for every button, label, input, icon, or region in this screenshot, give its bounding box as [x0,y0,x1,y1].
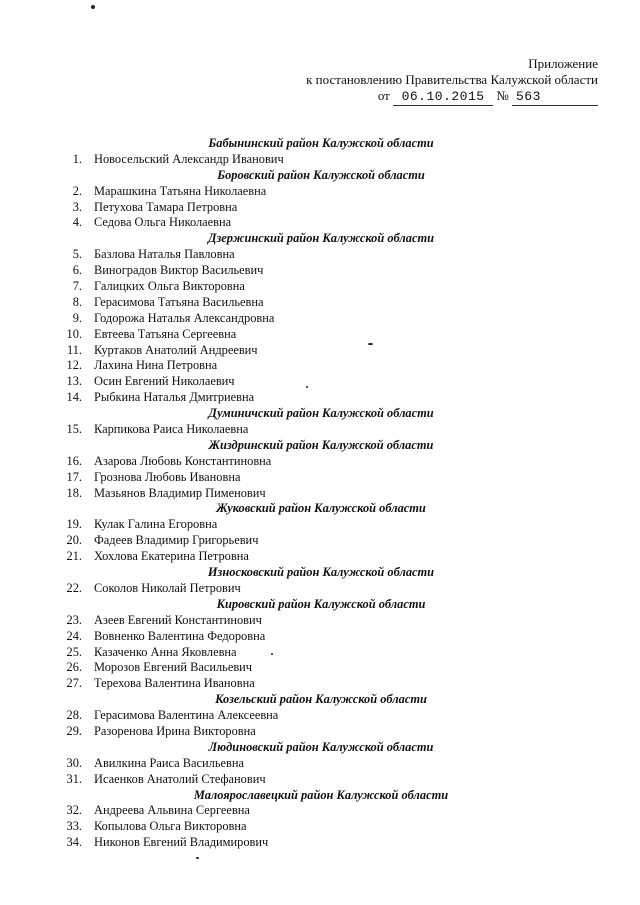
item-number: 2. [72,183,82,198]
person-name: Исаенков Анатолий Стефанович [94,771,266,786]
list-item [46,708,566,724]
list-item [46,470,566,486]
list-item [46,724,566,740]
item-number: 33. [66,819,82,834]
item-number: 19. [66,517,82,532]
person-name: Лахина Нина Петровна [94,358,218,373]
item-number: 3. [72,199,82,214]
list-item [46,311,566,327]
item-number: 23. [66,612,82,627]
list-item [46,676,566,692]
district-heading: Боровский район Калужской области [217,167,425,182]
item-number: 9. [72,310,82,325]
item-number: 14. [66,390,82,405]
person-name: Азарова Любовь Константиновна [94,453,272,468]
list-item [46,835,566,851]
person-name: Рыбкина Наталья Дмитриевна [94,390,255,405]
district-heading: Жуковский район Калужской области [216,501,426,516]
list-item [46,263,566,279]
person-name: Разоренова Ирина Викторовна [94,723,256,738]
list-item [46,200,566,216]
list-item [46,517,566,533]
list-item [46,613,566,629]
list-item [46,772,566,788]
list-item [46,756,566,772]
list-item [46,533,566,549]
item-number: 10. [66,326,82,341]
list-item [46,803,566,819]
list-item [46,152,566,168]
list-item [46,358,566,374]
item-number: 28. [66,708,82,723]
district-heading: Жиздринский район Калужской области [208,437,434,452]
person-name: Осин Евгений Николаевич [94,374,235,389]
district-heading: Козельский район Калужской области [215,692,427,707]
district-heading: Бабынинский район Калужской области [208,136,434,150]
item-number: 26. [66,660,82,675]
person-name: Виноградов Виктор Васильевич [94,263,264,278]
person-name: Вовненко Валентина Федоровна [94,628,266,643]
person-list [46,136,566,851]
list-item [46,581,566,597]
list-item [46,343,566,359]
district-heading: Малоярославецкий район Калужской области [193,787,449,802]
list-item [46,486,566,502]
item-number: 20. [66,533,82,548]
item-number: 27. [66,676,82,691]
person-name: Азеев Евгений Константинович [94,612,262,627]
number-prefix: № [496,88,509,103]
date-prefix: от [377,88,390,103]
item-number: 8. [72,294,82,309]
list-item [46,279,566,295]
district-heading: Кировский район Калужской области [216,596,426,611]
item-number: 17. [66,469,82,484]
person-name: Казаченко Анна Яковлевна [94,644,237,659]
item-number: 12. [66,358,82,373]
item-number: 21. [66,549,82,564]
item-number: 32. [66,803,82,818]
list-item [46,819,566,835]
person-name: Куртаков Анатолий Андреевич [94,342,258,357]
person-name: Карпикова Раиса Николаевна [94,422,249,437]
list-item [46,215,566,231]
person-name: Евтеева Татьяна Сергеевна [94,326,237,341]
item-number: 6. [72,263,82,278]
scan-speck [196,857,199,859]
person-name: Кулак Галина Егоровна [94,517,218,532]
person-name: Морозов Евгений Васильевич [94,660,253,675]
person-name: Марашкина Татьяна Николаевна [94,183,267,198]
item-number: 30. [66,755,82,770]
district-heading: Людиновский район Калужской области [208,739,434,754]
person-name: Седова Ольга Николаевна [94,215,232,230]
person-name: Терехова Валентина Ивановна [94,676,255,691]
item-number: 22. [66,580,82,595]
person-name: Авилкина Раиса Васильевна [94,755,244,770]
person-name: Фадеев Владимир Григорьевич [94,533,259,548]
list-item [46,422,566,438]
scan-speck [91,5,95,9]
item-number: 1. [72,151,82,166]
item-number: 25. [66,644,82,659]
district-heading: Износковский район Калужской области [207,565,435,580]
appendix-header [306,56,598,106]
person-name: Копылова Ольга Викторовна [94,819,247,834]
item-number: 5. [72,247,82,262]
item-number: 16. [66,453,82,468]
person-name: Хохлова Екатерина Петровна [94,549,249,564]
person-name: Герасимова Валентина Алексеевна [94,708,279,723]
person-name: Новосельский Александр Иванович [94,151,284,166]
list-item [46,629,566,645]
item-number: 34. [66,835,82,850]
district-heading: Думиничский район Калужской области [208,406,434,421]
person-name: Галицких Ольга Викторовна [94,279,245,294]
decree-date: 06.10.2015 [393,89,493,106]
appendix-reference: к постановлению Правительства Калужской области [306,72,598,87]
list-item [46,645,566,661]
item-number: 15. [66,422,82,437]
appendix-title: Приложение [528,56,598,71]
list-item [46,374,566,390]
person-name: Никонов Евгений Владимирович [94,835,269,850]
list-item [46,184,566,200]
list-item [46,660,566,676]
decree-number: 563 [512,89,598,106]
person-name: Соколов Николай Петрович [94,580,241,595]
list-item [46,549,566,565]
item-number: 7. [72,279,82,294]
person-name: Петухова Тамара Петровна [94,199,238,214]
list-item [46,327,566,343]
list-item [46,295,566,311]
person-name: Грознова Любовь Ивановна [94,469,241,484]
decree-line [306,88,598,106]
person-name: Мазьянов Владимир Пименович [94,485,266,500]
item-number: 18. [66,485,82,500]
person-name: Базлова Наталья Павловна [94,247,235,262]
person-name: Герасимова Татьяна Васильевна [94,294,264,309]
person-name: Андреева Альвина Сергеевна [94,803,250,818]
item-number: 13. [66,374,82,389]
list-item [46,247,566,263]
list-item [46,390,566,406]
item-number: 29. [66,723,82,738]
item-number: 31. [66,771,82,786]
item-number: 24. [66,628,82,643]
person-name: Годорожа Наталья Александровна [94,310,275,325]
district-heading: Дзержинский район Калужской области [208,231,434,246]
item-number: 11. [66,342,82,357]
list-item [46,454,566,470]
item-number: 4. [72,215,82,230]
